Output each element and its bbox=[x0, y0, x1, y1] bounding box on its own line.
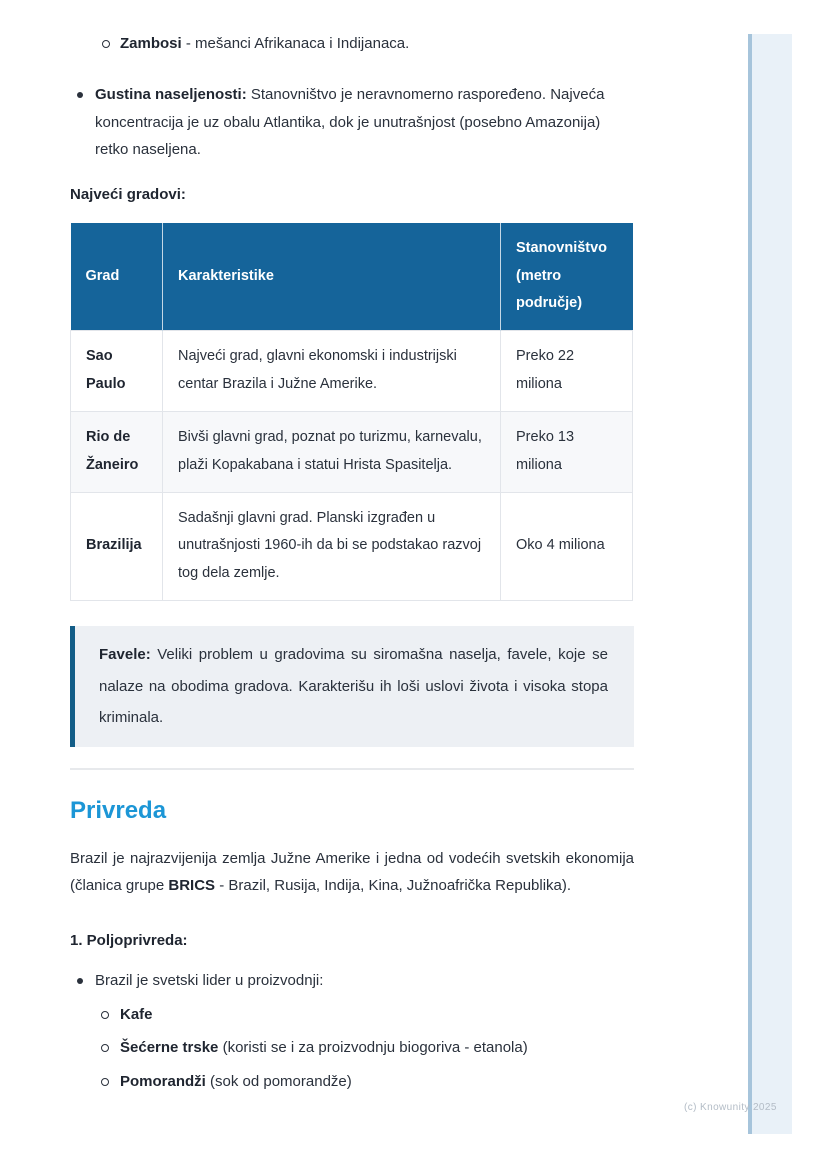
density-term: Gustina naseljenosti: bbox=[95, 85, 247, 103]
cities-table bbox=[70, 223, 633, 601]
copyright-watermark: (c) Knowunity 2025 bbox=[684, 1102, 777, 1113]
city-description: Najveći grad, glavni ekonomski i industrijski centar Brazila i Južne Amerike. bbox=[163, 331, 501, 412]
table-header-row bbox=[71, 223, 633, 331]
list-item-oranges bbox=[95, 1068, 634, 1096]
zambosi-definition: - mešanci Afrikanaca i Indijanaca. bbox=[181, 35, 410, 52]
product-term: Šećerne trske bbox=[120, 1039, 219, 1057]
population-list bbox=[70, 81, 634, 164]
city-population: Preko 22 miliona bbox=[501, 331, 633, 412]
list-item-coffee bbox=[95, 1001, 634, 1029]
economy-paragraph-end: - Brazil, Rusija, Indija, Kina, Južnoafrička Republika). bbox=[215, 877, 572, 895]
brics-term: BRICS bbox=[168, 877, 216, 895]
products-sublist bbox=[95, 1001, 634, 1096]
section-divider bbox=[70, 768, 634, 770]
table-row bbox=[71, 411, 633, 492]
zambosi-term: Zambosi bbox=[120, 35, 182, 52]
callout-text: Veliki problem u gradovima su siromašna naselja, favele, koje se nalaze na obodima gradova. Karakterišu ih loši uslovi života i visoka stopa kriminala. bbox=[99, 646, 608, 727]
column-header-population: Stanovništvo (metro područje) bbox=[501, 223, 633, 331]
city-description: Bivši glavni grad, poznat po turizmu, karnevalu, plaži Kopakabana i statui Hrista Spasitelja. bbox=[163, 411, 501, 492]
product-term: Pomorandži bbox=[120, 1073, 206, 1091]
cities-section-label: Najveći gradovi: bbox=[70, 186, 186, 203]
city-population: Oko 4 miliona bbox=[501, 492, 633, 600]
table-row bbox=[71, 331, 633, 412]
list-item-sugarcane bbox=[95, 1034, 634, 1062]
page-edge-strip bbox=[748, 34, 792, 1134]
column-header-city: Grad bbox=[71, 223, 163, 331]
product-term: Kafe bbox=[120, 1005, 153, 1023]
city-population: Preko 13 miliona bbox=[501, 411, 633, 492]
ethnic-groups-sublist bbox=[70, 30, 634, 58]
city-description: Sadašnji glavni grad. Planski izgrađen u unutrašnjosti 1960-ih da bi se podstakao razvoj tog dela zemlje. bbox=[163, 492, 501, 600]
list-item-production-leader bbox=[70, 967, 634, 1096]
city-name: Sao Paulo bbox=[71, 331, 163, 412]
agriculture-list bbox=[70, 967, 634, 1096]
list-item-density bbox=[70, 81, 634, 164]
agriculture-section-label: 1. Poljoprivreda: bbox=[70, 932, 188, 950]
callout-term: Favele: bbox=[99, 646, 151, 664]
city-name: Rio de Žaneiro bbox=[71, 411, 163, 492]
list-item-zambosi bbox=[70, 30, 634, 58]
product-note: (koristi se i za proizvodnju biogoriva - etanola) bbox=[218, 1039, 528, 1057]
economy-paragraph-start: Brazil je najrazvijenija zemlja Južne Amerike i jedna od vodećih svetskih ekonomija (članica grupe bbox=[70, 849, 634, 895]
density-text: Stanovništvo je neravnomerno raspoređeno. Najveća koncentracija je uz obalu Atlantika, dok je unutrašnjost (posebno Amazonija) retko naseljena. bbox=[95, 85, 605, 159]
favele-callout bbox=[70, 626, 634, 747]
product-note: (sok od pomorandže) bbox=[205, 1073, 352, 1091]
city-name: Brazilija bbox=[71, 492, 163, 600]
economy-intro-paragraph bbox=[70, 845, 634, 901]
section-heading-privreda: Privreda bbox=[70, 796, 167, 824]
production-leader-text: Brazil je svetski lider u proizvodnji: bbox=[95, 971, 324, 989]
column-header-characteristics: Karakteristike bbox=[163, 223, 501, 331]
table-row bbox=[71, 492, 633, 600]
document-content bbox=[70, 30, 634, 1096]
